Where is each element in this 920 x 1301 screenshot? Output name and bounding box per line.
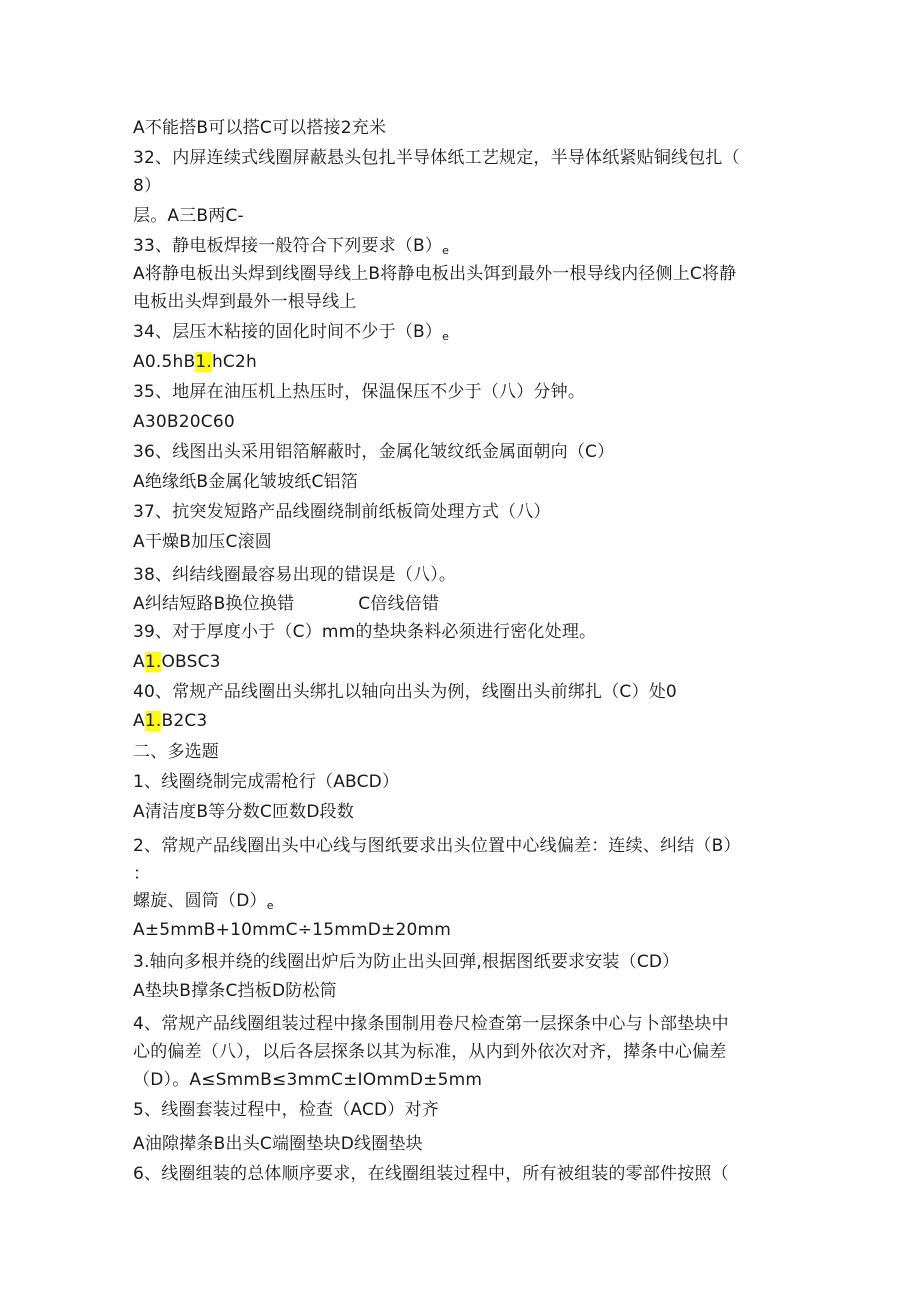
question-40: 40、常规产品线圈出头绑扎以轴向出头为例，线圈出头前绑扎（C）处0 bbox=[133, 682, 677, 702]
answer-38 bbox=[133, 592, 810, 616]
text-line: A±5mmB+10mmC÷15mmD±20mm bbox=[133, 920, 452, 940]
question-36: 36、线图出头采用铝箔解蔽时，金属化皱纹纸金属面朝向（C） bbox=[133, 442, 615, 462]
question-1: 1、线圈绕制完成需枪行（ABCD） bbox=[133, 772, 400, 792]
question-39: 39、对于厚度小于（C）mm的垫块条料必须进行密化处理。 bbox=[133, 622, 597, 642]
question-34 bbox=[133, 320, 810, 349]
answer-part: A纠结短路B换位换错 bbox=[133, 594, 295, 614]
text-line: A垫块B撑条C挡板D防松筒 bbox=[133, 981, 337, 1001]
question-6: 6、线圈组装的总体顺序要求，在线圈组装过程中，所有被组装的零部件按照（ bbox=[133, 1164, 729, 1184]
answer-39 bbox=[133, 650, 810, 674]
line-text: 螺旋、圆筒（D） bbox=[133, 891, 267, 911]
answer-part: A bbox=[133, 652, 145, 672]
question-2: 2、常规产品线圈出头中心线与图纸要求出头位置中心线偏差：连续、纠结（B） bbox=[133, 836, 741, 856]
answer-part: B2C3 bbox=[161, 711, 208, 731]
section-heading: 二、多选题 bbox=[133, 742, 219, 762]
question-5: 5、线圈套装过程中，检查（ACD）对齐 bbox=[133, 1100, 439, 1120]
text-line: 心的偏差（八），以后各层探条以其为标准，从内到外依次对齐，撵条中心偏差 bbox=[133, 1042, 727, 1062]
highlighted-text: 1. bbox=[144, 711, 162, 731]
question-38: 38、纠结线圈最容易出现的错误是（八）。 bbox=[133, 565, 457, 585]
text-line: A油隙撵条B出头C端圈垫块D线圈垫块 bbox=[133, 1134, 423, 1154]
answer-part: C倍线倍错 bbox=[358, 594, 440, 614]
text-line: A30B20C60 bbox=[133, 412, 235, 432]
question-text: 34、层压木粘接的固化时间不少于（B） bbox=[133, 322, 443, 342]
text-line: A绝缘纸B金属化皱坡纸C铝箔 bbox=[133, 472, 358, 492]
text-line bbox=[133, 889, 810, 918]
answer-part: hC2h bbox=[211, 352, 257, 372]
text-line: 层。A三B两C- bbox=[133, 206, 244, 226]
question-3: 3.轴向多根并绕的线圈出炉后为防止出头回弹,根据图纸要求安装（CD） bbox=[133, 952, 680, 972]
question-text: 33、静电板焊接一般符合下列要求（B） bbox=[133, 236, 443, 256]
text-line: 电板出头焊到最外一根导线上 bbox=[133, 292, 357, 312]
text-line: A清洁度B等分数C匝数D段数 bbox=[133, 802, 355, 822]
stray-mark: e bbox=[442, 330, 450, 343]
stray-mark: e bbox=[442, 244, 450, 257]
question-37: 37、抗突发短路产品线圈绕制前纸板筒处理方式（八） bbox=[133, 502, 551, 522]
answer-34 bbox=[133, 350, 810, 374]
text-line: A不能搭B可以搭C可以搭接2充米 bbox=[133, 118, 387, 138]
highlighted-text: 1. bbox=[144, 652, 162, 672]
text-line: ： bbox=[133, 864, 151, 884]
question-33 bbox=[133, 234, 810, 263]
answer-part: A0.5hB bbox=[133, 352, 196, 372]
question-4: 4、常规产品线圈组装过程中掾条围制用卷尺检查第一层探条中心与卜部垫块中 bbox=[133, 1014, 729, 1034]
text-line: A将静电板出头焊到线圈导线上B将静电板出头饵到最外一根导线内径侧上C将静 bbox=[133, 264, 737, 284]
highlighted-text: 1. bbox=[195, 352, 212, 372]
stray-mark: e bbox=[266, 899, 274, 912]
question-35: 35、地屏在油压机上热压时，保温保压不少于（八）分钟。 bbox=[133, 382, 586, 402]
answer-40 bbox=[133, 709, 810, 733]
text-line: A干燥B加压C滚圆 bbox=[133, 532, 272, 552]
answer-part: OBSC3 bbox=[161, 652, 221, 672]
text-line: 8） bbox=[133, 176, 162, 196]
question-32: 32、内屏连续式线圈屏蔽悬头包扎半导体纸工艺规定，半导体纸紧贴铜线包扎（ bbox=[133, 148, 740, 168]
text-line: （D）。A≤SmmB≤3mmC±IOmmD±5mm bbox=[133, 1070, 483, 1090]
answer-part: A bbox=[133, 711, 145, 731]
